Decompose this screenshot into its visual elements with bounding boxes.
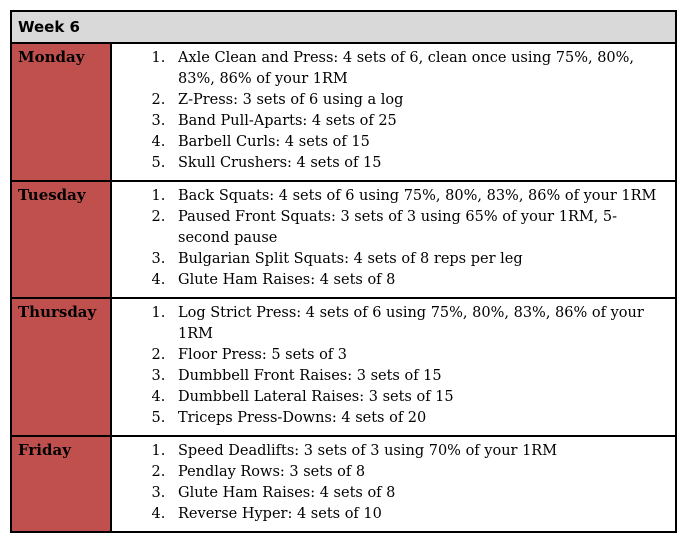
week-title: Week 6 [11, 11, 676, 43]
exercise-item: 3. Band Pull-Aparts: 4 sets of 25 [170, 111, 667, 132]
exercise-item: 2. Z-Press: 3 sets of 6 using a log [170, 90, 667, 111]
exercise-item: 3. Bulgarian Split Squats: 4 sets of 8 reps per leg [170, 249, 667, 270]
exercise-list [112, 303, 667, 429]
day-row-monday [11, 43, 676, 181]
day-label: Friday [11, 436, 111, 532]
exercise-item: 1. Log Strict Press: 4 sets of 6 using 75%, 80%, 83%, 86% of your 1RM [170, 303, 667, 345]
exercise-cell [111, 181, 676, 298]
day-row-tuesday [11, 181, 676, 298]
day-label: Tuesday [11, 181, 111, 298]
exercise-cell [111, 298, 676, 436]
exercise-item: 5. Triceps Press-Downs: 4 sets of 20 [170, 408, 667, 429]
exercise-item: 3. Dumbbell Front Raises: 3 sets of 15 [170, 366, 667, 387]
exercise-cell [111, 436, 676, 532]
exercise-item: 2. Pendlay Rows: 3 sets of 8 [170, 462, 667, 483]
exercise-list [112, 48, 667, 174]
workout-table [10, 10, 677, 533]
exercise-list [112, 441, 667, 525]
exercise-list [112, 186, 667, 291]
exercise-item: 1. Speed Deadlifts: 3 sets of 3 using 70% of your 1RM [170, 441, 667, 462]
exercise-item: 2. Paused Front Squats: 3 sets of 3 using 65% of your 1RM, 5-second pause [170, 207, 667, 249]
exercise-item: 4. Barbell Curls: 4 sets of 15 [170, 132, 667, 153]
day-row-friday [11, 436, 676, 532]
day-label: Thursday [11, 298, 111, 436]
exercise-item: 4. Reverse Hyper: 4 sets of 10 [170, 504, 667, 525]
exercise-cell [111, 43, 676, 181]
day-label: Monday [11, 43, 111, 181]
exercise-item: 5. Skull Crushers: 4 sets of 15 [170, 153, 667, 174]
day-row-thursday [11, 298, 676, 436]
exercise-item: 4. Dumbbell Lateral Raises: 3 sets of 15 [170, 387, 667, 408]
exercise-item: 2. Floor Press: 5 sets of 3 [170, 345, 667, 366]
exercise-item: 1. Axle Clean and Press: 4 sets of 6, clean once using 75%, 80%, 83%, 86% of your 1RM [170, 48, 667, 90]
header-row [11, 11, 676, 43]
exercise-item: 3. Glute Ham Raises: 4 sets of 8 [170, 483, 667, 504]
exercise-item: 1. Back Squats: 4 sets of 6 using 75%, 80%, 83%, 86% of your 1RM [170, 186, 667, 207]
exercise-item: 4. Glute Ham Raises: 4 sets of 8 [170, 270, 667, 291]
